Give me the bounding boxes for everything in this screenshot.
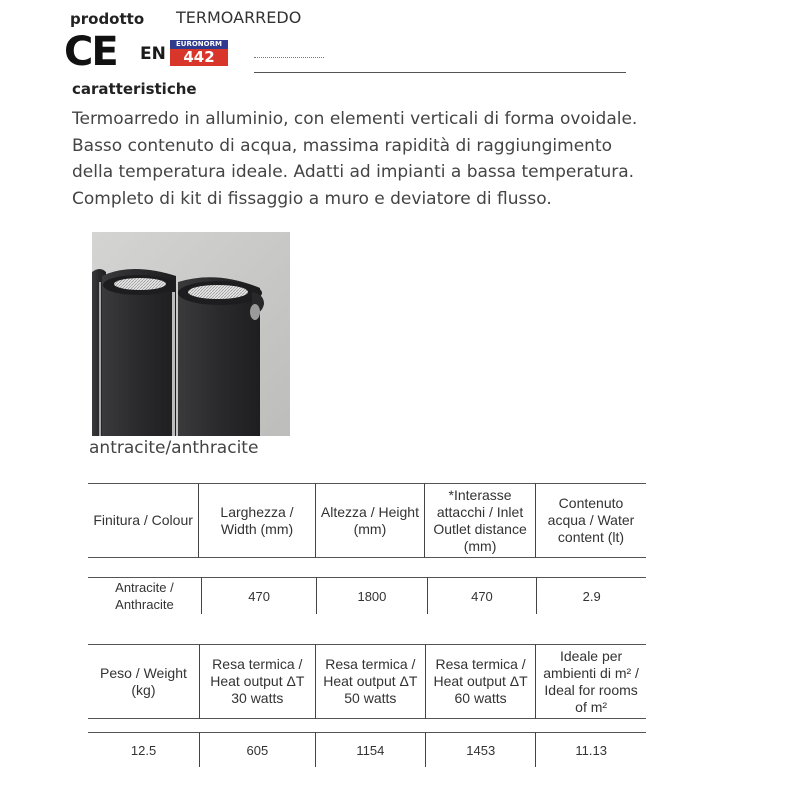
dotted-divider (254, 57, 324, 58)
performance-table-header (88, 644, 646, 719)
features-description (72, 106, 672, 212)
header-cell: Peso / Weight (kg) (88, 645, 199, 719)
table-row (88, 578, 646, 615)
photo-caption: antracite/anthracite (89, 438, 259, 458)
performance-table-body (88, 732, 646, 767)
table-header-row (88, 645, 646, 719)
en442-badge-logo (140, 38, 230, 68)
header-cell: *Interasse attacchi / Inlet Outlet distance (mm) (425, 484, 536, 558)
table-cell: 605 (200, 733, 316, 768)
header-cell: Resa termica / Heat output ΔT 30 watts (199, 645, 315, 719)
product-label: prodotto (70, 10, 145, 28)
en-badge-prefix: EN (140, 44, 166, 64)
en-badge-number: 442 (183, 48, 215, 66)
description-line: della temperatura ideale. Adatti ad impianti a bassa temperatura. (72, 162, 635, 182)
header-cell: Finitura / Colour (88, 484, 199, 558)
table-cell: 1453 (426, 733, 536, 768)
radiator-photo (92, 232, 290, 436)
table-cell: 1800 (317, 578, 427, 615)
header-cell: Ideale per ambienti di m² / Ideal for rooms of m² (543, 647, 639, 715)
dimensions-table-body (88, 577, 646, 614)
table-cell: 2.9 (582, 588, 601, 604)
table-cell: 470 (427, 578, 537, 615)
description-line: Basso contenuto di acqua, massima rapidità di raggiungimento (72, 135, 613, 156)
table-cell: 1154 (315, 733, 425, 768)
header-cell: Resa termica / Heat output ΔT 50 watts (315, 645, 425, 719)
table-row (88, 733, 646, 768)
header-cell: Larghezza / Width (mm) (199, 484, 316, 558)
description-line: Completo di kit di fissaggio a muro e deviatore di flusso. (72, 188, 552, 209)
table-cell: 11.13 (575, 742, 607, 758)
header-cell: Contenuto acqua / Water content (lt) (547, 495, 635, 545)
product-name: TERMOARREDO (176, 8, 302, 27)
ce-mark-logo: CE (64, 29, 117, 75)
dimensions-table-header (88, 483, 646, 558)
description-line: Termoarredo in alluminio, con elementi verticali di forma ovoidale. (72, 109, 638, 129)
features-heading: caratteristiche (72, 80, 197, 98)
header-divider (254, 72, 626, 73)
table-header-row (88, 484, 646, 558)
table-cell: 12.5 (88, 733, 200, 768)
radiator-body (92, 269, 264, 436)
en-badge-box (170, 40, 228, 66)
header-cell: Resa termica / Heat output ΔT 60 watts (425, 645, 535, 719)
header-cell: Altezza / Height (mm) (315, 484, 424, 558)
en-badge-euronorm: EURONORM (170, 40, 228, 49)
table-cell: Antracite / Anthracite (88, 578, 201, 615)
table-cell: 470 (201, 578, 316, 615)
